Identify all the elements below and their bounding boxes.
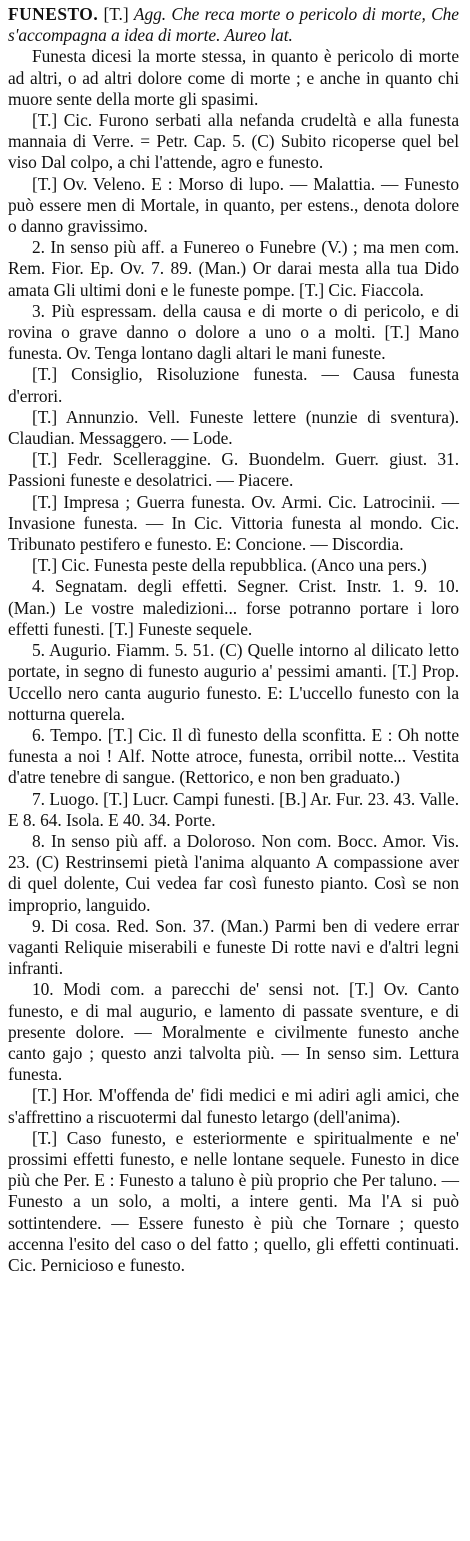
- entry-definition: Che reca morte o pericolo di morte, Che s'accompagna a idea di morte. Aureo lat.: [8, 4, 459, 46]
- entry-paragraph: [T.] Consiglio, Risoluzione funesta. — Causa funesta d'errori.: [8, 364, 459, 406]
- entry-header: [8, 4, 459, 46]
- entry-paragraph: Funesta dicesi la morte stessa, in quanto è pericolo di morte ad altri, o ad altri dolore come di morte ; e anche in quanto chi muore sente della morte gli spasimi.: [8, 46, 459, 109]
- entry-source-mark: [T.]: [103, 4, 129, 24]
- sense-paragraph-7: 7. Luogo. [T.] Lucr. Campi funesti. [B.] Ar. Fur. 23. 43. Valle. E 8. 64. Isola. E 40. 34. Porte.: [8, 788, 459, 830]
- sense-paragraph-6: 6. Tempo. [T.] Cic. Il dì funesto della sconfitta. E : Oh notte funesta a noi ! Alf. Notte atroce, funesta, orribil notte... Vestita d'atre tenebre di sangue. (Rettorico, e non ben graduato.): [8, 724, 459, 788]
- entry-paragraph: [T.] Cic. Funesta peste della repubblica. (Anco una pers.): [32, 555, 427, 576]
- sense-paragraph-10: 10. Modi com. a parecchi de' sensi not. [T.] Ov. Canto funesto, e di mal augurio, e lamento di passate sventure, e di presente dolore. — Moralmente e civilmente funesto anche canto gajo ; questo anzi talvolta più. — In senso sim. Lettura funesta.: [8, 979, 459, 1085]
- sense-paragraph-8: 8. In senso più aff. a Doloroso. Non com. Bocc. Amor. Vis. 23. (C) Restrinsemi pietà l'anima alquanto A compassione aver di quel dolente, Cui vedea far così funesto pianto. Così se non improprio, languido.: [8, 830, 459, 915]
- sense-paragraph-9: 9. Di cosa. Red. Son. 37. (Man.) Parmi ben di vedere errar vaganti Reliquie miserabili e funeste Di rotte navi e d'altri legni infranti.: [8, 915, 459, 979]
- entry-paragraph: [T.] Hor. M'offenda de' fidi medici e mi adiri agli amici, che s'affrettino a riscuotermi dal funesto letargo (dell'anima).: [8, 1085, 459, 1127]
- entry-headword: FUNESTO.: [8, 4, 99, 24]
- entry-paragraph: [T.] Impresa ; Guerra funesta. Ov. Armi. Cic. Latrocinii. — Invasione funesta. — In Cic. Vittoria funesta al mondo. Cic. Tribunato pestifero e funesto. E: Concione. — Discordia.: [8, 491, 459, 555]
- entry-paragraph: [T.] Caso funesto, e esteriormente e spiritualmente e ne' prossimi effetti funesto, e nelle lontane sequele. Funesto in dice più che Per. E : Funesto a taluno è più proprio che Per taluno. — Funesto a un solo, a molti, a intere genti. Ma l'A si può sottintendere. — Essere funesto è più che Tornare ; questo accenna l'esito del caso o del fatto ; quello, gli effetti continuati. Cic. Pernicioso e funesto.: [8, 1127, 459, 1275]
- sense-paragraph-3: 3. Più espressam. della causa e di morte o di pericolo, e di rovina o grave danno o dolore a uno o a molti. [T.] Mano funesta. Ov. Tenga lontano dagli altari le mani funeste.: [8, 300, 459, 364]
- sense-paragraph-2: 2. In senso più aff. a Funereo o Funebre (V.) ; ma men com. Rem. Fior. Ep. Ov. 7. 89. (Man.) Or darai mesta alla tua Dido amata Gli ultimi doni e le funeste pompe. [T.] Cic. Fiaccola.: [8, 237, 459, 300]
- sense-paragraph-5: 5. Augurio. Fiamm. 5. 51. (C) Quelle intorno al dilicato letto portate, in segno di funesto augurio a' pessimi amanti. [T.] Prop. Uccello nero canta augurio funesto. E: L'uccello funesto con la notturna querela.: [8, 640, 459, 724]
- entry-paragraph: [T.] Cic. Furono serbati alla nefanda crudeltà e alla funesta mannaia di Verre. = Petr. Cap. 5. (C) Subito ricoperse quel bel viso Dal colpo, a chi l'attende, agro e funesto.: [8, 110, 459, 173]
- entry-paragraph: [T.] Ov. Veleno. E : Morso di lupo. — Malattia. — Funesto può essere men di Mortale, in quanto, per estens., denota dolore o danno gravissimo.: [8, 173, 459, 237]
- entry-paragraph: [T.] Annunzio. Vell. Funeste lettere (nunzie di sventura). Claudian. Messaggero. — Lode.: [8, 406, 459, 449]
- entry-paragraph: [T.] Fedr. Scelleraggine. G. Buondelm. Guerr. giust. 31. Passioni funeste e desolatrici. — Piacere.: [8, 449, 459, 491]
- sense-paragraph-4: 4. Segnatam. degli effetti. Segner. Crist. Instr. 1. 9. 10. (Man.) Le vostre maledizioni... forse potranno portare i loro effetti funesti. [T.] Funeste sequele.: [8, 576, 459, 639]
- entry-part-of-speech: Agg.: [133, 4, 167, 24]
